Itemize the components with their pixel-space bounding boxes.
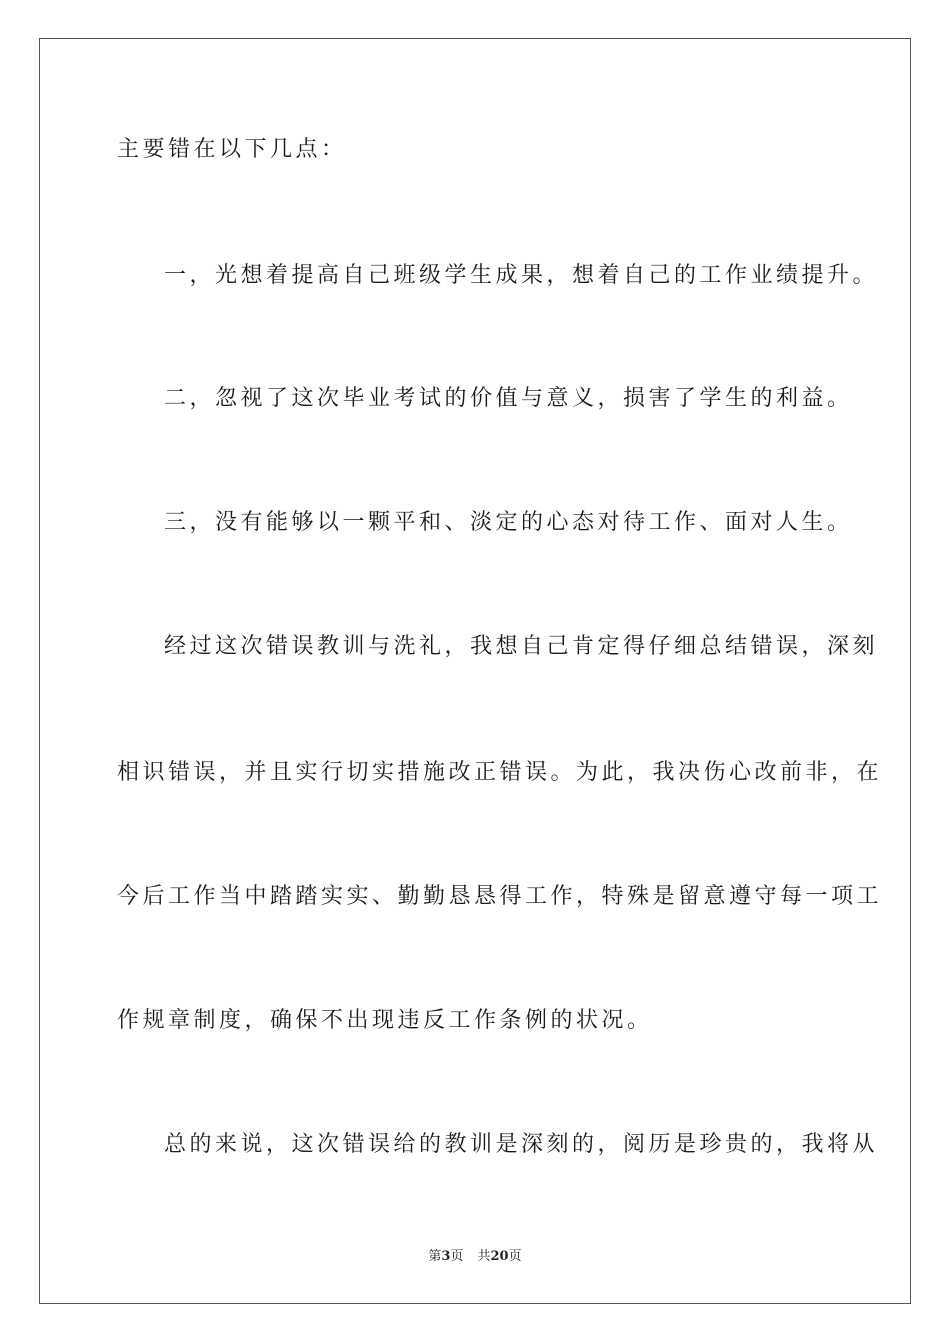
text-line-5: 经过这次错误教训与洗礼，我想自己肯定得仔细总结错误，深刻 [164,634,879,659]
text-line-1: 主要错在以下几点： [117,137,347,162]
page-number: 3 [441,1249,451,1264]
text-line-4: 三，没有能够以一颗平和、淡定的心态对待工作、面对人生。 [164,510,853,535]
text-line-3: 二，忽视了这次毕业考试的价值与意义，损害了学生的利益。 [164,386,853,411]
page-suffix: 页 [450,1249,464,1264]
total-prefix: 共 [477,1249,491,1264]
total-pages: 20 [490,1249,509,1264]
text-line-8: 作规章制度，确保不出现违反工作条例的状况。 [117,1008,653,1033]
page-border [39,38,911,1304]
text-line-7: 今后工作当中踏踏实实、勤勤恳恳得工作，特殊是留意遵守每一项工 [117,884,883,909]
text-line-9: 总的来说，这次错误给的教训是深刻的，阅历是珍贵的，我将从 [164,1132,879,1157]
page-prefix: 第 [428,1249,442,1264]
text-line-6: 相识错误，并且实行切实措施改正错误。为此，我决伤心改前非，在 [117,760,883,785]
page-footer [0,1248,950,1266]
total-suffix: 页 [508,1249,522,1264]
text-line-2: 一，光想着提高自己班级学生成果，想着自己的工作业绩提升。 [164,263,879,288]
